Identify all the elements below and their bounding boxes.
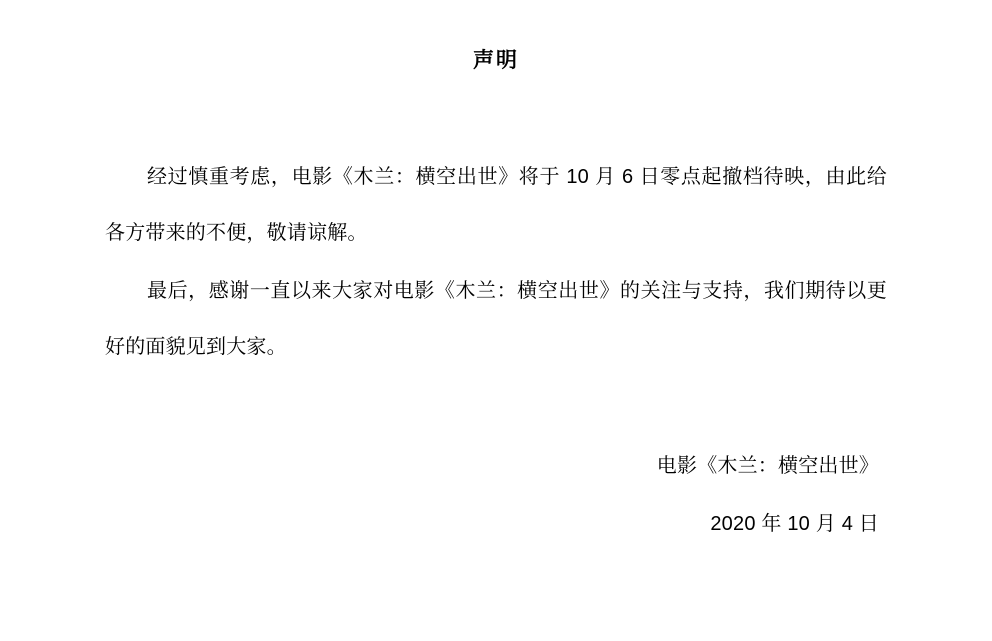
page-title: 声明 [473, 49, 519, 72]
signature-date: 2020 年 10 月 4 日 [710, 513, 879, 536]
paragraph-announcement: 经过慎重考虑，电影《木兰：横空出世》将于 10 月 6 日零点起撤档待映，由此给各方带来的不便，敬请谅解。 [105, 166, 887, 245]
document-body [105, 149, 887, 375]
document-page [0, 46, 992, 641]
signature-block [105, 437, 887, 553]
paragraph-thanks: 最后，感谢一直以来大家对电影《木兰：横空出世》的关注与支持，我们期待以更好的面貌见到大家。 [105, 280, 887, 359]
signature-name: 电影《木兰：横空出世》 [656, 455, 879, 478]
